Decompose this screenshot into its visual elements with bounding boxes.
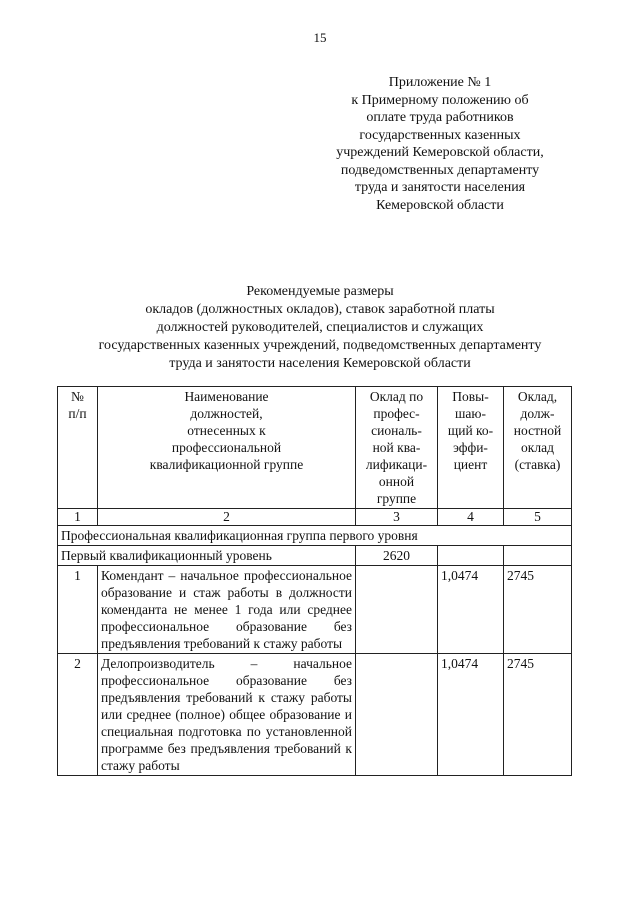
level-name: Первый квалификационный уровень <box>58 546 356 566</box>
row-position-name: Комендант – начальное профессиональное образование и стаж работы в должности коменданта не менее 1 года или среднее профессиональное образование без предъявления требований к стажу работы <box>98 566 356 654</box>
salary-table <box>57 386 572 776</box>
title-line: Рекомендуемые размеры <box>246 284 394 299</box>
level-empty-cell <box>438 546 504 566</box>
title-line: должностей руководителей, специалистов и служащих <box>156 320 484 335</box>
level-salary: 2620 <box>356 546 438 566</box>
appendix-line: к Примерному положению об <box>351 92 529 108</box>
row-number: 1 <box>58 566 98 654</box>
level-empty-cell <box>504 546 572 566</box>
appendix-line: государственных казенных <box>359 127 521 143</box>
table-header-row <box>58 387 572 509</box>
page-number: 15 <box>313 30 327 45</box>
header-rate: Оклад, долж- ностной оклад (ставка) <box>504 387 572 509</box>
column-number: 1 <box>58 509 98 526</box>
row-position-name: Делопроизводитель – начальное профессиональное образование без предъявления требований к стажу работы или среднее (полное) общее образование и специальная подготовка по установленной программе без предъявления требований к стажу работы <box>98 654 356 776</box>
row-rate: 2745 <box>504 566 572 654</box>
table-row <box>58 654 572 776</box>
appendix-line: оплате труда работников <box>366 110 514 125</box>
header-coefficient: Повы- шаю- щий ко- эффи- циент <box>438 387 504 509</box>
appendix-line: учреждений Кемеровской области, <box>336 145 544 160</box>
row-coefficient: 1,0474 <box>438 566 504 654</box>
column-number-row <box>58 509 572 526</box>
appendix-line: подведомственных департаменту <box>340 162 540 178</box>
header-position-name: Наименование должностей, отнесенных к профессиональной квалификационной группе <box>98 387 356 509</box>
header-number: № п/п <box>58 387 98 509</box>
column-number: 2 <box>98 509 356 526</box>
row-coefficient: 1,0474 <box>438 654 504 776</box>
header-group-salary: Оклад по профес- сиональ- ной ква- лификаци- онной группе <box>356 387 438 509</box>
column-number: 4 <box>438 509 504 526</box>
appendix-line: Приложение № 1 <box>388 75 492 90</box>
row-salary <box>356 654 438 776</box>
table-row <box>58 566 572 654</box>
title-line: государственных казенных учреждений, подведомственных департаменту <box>98 338 542 353</box>
appendix-header <box>318 74 562 214</box>
title-line: труда и занятости населения Кемеровской области <box>169 356 471 371</box>
row-salary <box>356 566 438 654</box>
appendix-line: труда и занятости населения <box>354 180 526 195</box>
column-number: 3 <box>356 509 438 526</box>
row-rate: 2745 <box>504 654 572 776</box>
column-number: 5 <box>504 509 572 526</box>
group-title-row <box>58 526 572 546</box>
level-row <box>58 546 572 566</box>
group-title: Профессиональная квалификационная группа первого уровня <box>58 526 572 546</box>
row-number: 2 <box>58 654 98 776</box>
appendix-line: Кемеровской области <box>376 197 504 213</box>
document-title <box>30 283 610 373</box>
title-line: окладов (должностных окладов), ставок заработной платы <box>145 302 495 317</box>
